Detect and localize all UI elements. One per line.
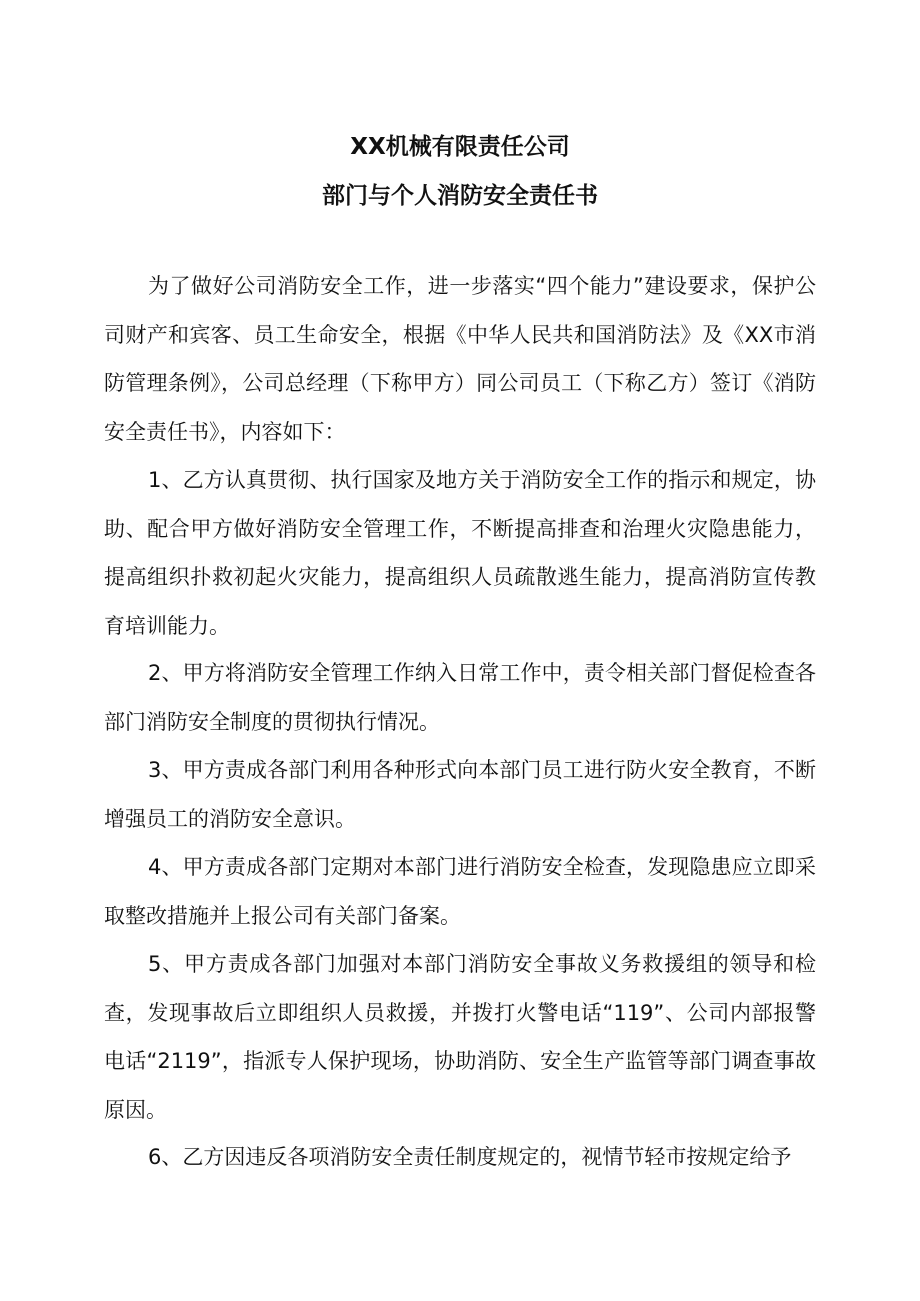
clause-2-paragraph: 2、甲方将消防安全管理工作纳入日常工作中，责令相关部门督促检查各部门消防安全制度的贯彻执行情况。 — [104, 661, 816, 734]
clause-4-paragraph: 4、甲方责成各部门定期对本部门进行消防安全检查，发现隐患应立即采取整改措施并上报公司有关部门备案。 — [104, 855, 816, 928]
clause-6-paragraph: 6、乙方因违反各项消防安全责任制度规定的，视情节轻市按规定给予 — [148, 1145, 792, 1169]
clause-1-paragraph: 1、乙方认真贯彻、执行国家及地方关于消防安全工作的指示和规定，协助、配合甲方做好消防安全管理工作，不断提高排查和治理火灾隐患能力，提高组织扑救初起火灾能力，提高组织人员疏散逃生能力，提高消防宣传教育培训能力。 — [104, 468, 816, 638]
clause-5-paragraph: 5、甲方责成各部门加强对本部门消防安全事故义务救援组的领导和检查，发现事故后立即组织人员救援，并拨打火警电话“119”、公司内部报警电话“2119”，指派专人保护现场，协助消防、安全生产监管等部门调查事故原因。 — [104, 952, 816, 1122]
intro-paragraph: 为了做好公司消防安全工作，进一步落实“四个能力”建设要求，保护公司财产和宾客、员工生命安全，根据《中华人民共和国消防法》及《XX市消防管理条例》，公司总经理（下称甲方）同公司员工（下称乙方）签订《消防安全责任书》，内容如下： — [104, 274, 816, 444]
company-name-title: XX机械有限责任公司 — [350, 134, 570, 160]
clause-3-paragraph: 3、甲方责成各部门利用各种形式向本部门员工进行防火安全教育，不断增强员工的消防安全意识。 — [104, 758, 816, 831]
document-title: 部门与个人消防安全责任书 — [322, 183, 598, 209]
